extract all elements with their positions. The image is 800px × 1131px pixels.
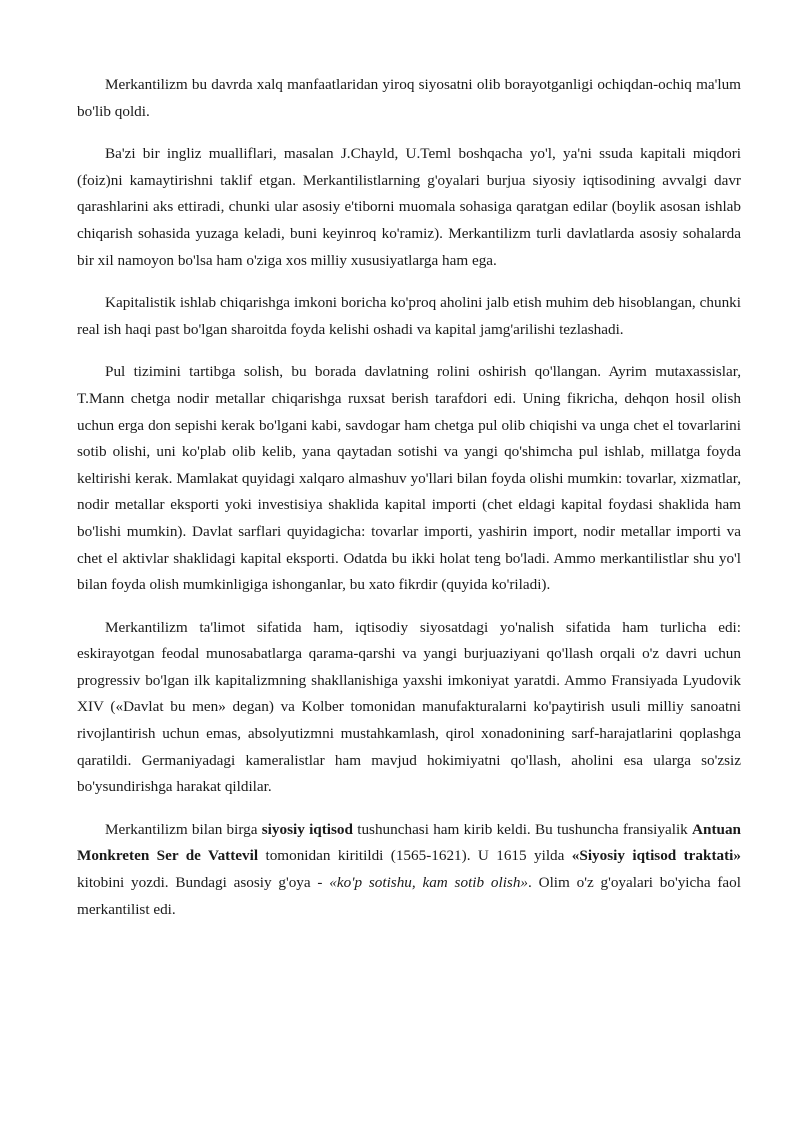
paragraph-2: Ba'zi bir ingliz mualliflari, masalan J.Chayld, U.Teml boshqacha yo'l, ya'ni ssuda kapitali miqdori (foiz)ni kamaytirishni taklif etgan. Merkantilistlarning g'oyalari burjua siyosiy iqtisodining avvalgi davr qarashlarini aks ettiradi, chunki ular asosiy e'tiborni muomala sohasiga qaratgan edilar (boylik asosan ishlab chiqarish sohasida yuzaga keladi, buni keyinroq ko'ramiz). Merkantilizm turli davlatlarda asosiy sohalarda bir xil namoyon bo'lsa ham o'ziga xos milliy xususiyatlarga ham ega. [77,145,741,269]
paragraph-5: Merkantilizm ta'limot sifatida ham, iqtisodiy siyosatdagi yo'nalish sifatida ham turlicha edi: eskirayotgan feodal munosabatlarga qarama-qarshi va yangi burjuaziyani qo'llash orqali o'z davri uchun progressiv bo'lgan ilk kapitalizmning shakllanishiga yaxshi imkoniyat yaratdi. Ammo Fransiyada Lyudovik XIV («Davlat bu men» degan) va Kolber tomonidan manufakturalarni ko'paytirish usuli milliy sanoatni rivojlantirish uchun emas, absolyutizmni mustahkamlash, qirol xonadonining sarf-harajatlarini qoplashga qaratildi. Germaniyadagi kameralistlar ham mavjud hokimiyatni qo'llash, aholini esa ularga so'zsiz bo'ysundirishga harakat qildilar. [77,618,741,796]
paragraph-6-text-4: kitobini yozdi. Bundagi asosiy g'oya - [77,874,330,892]
term-siyosiy-iqtisod: siyosiy iqtisod [261,820,353,838]
paragraph-4: Pul tizimini tartibga solish, bu borada davlatning rolini oshirish qo'llangan. Ayrim mutaxassislar, T.Mann chetga nodir metallar chiqarishga ruxsat berish tarafdori edi. Uning fikricha, dehqon hosil olish uchun erga don sepishi kerak bo'lgani kabi, savdogar ham chetga pul olib chiqishi va unga chet el tovarlarini sotib olishi, uni ko'plab olib kelib, yana qaytadan sotishi va yangi qo'shimcha pul ishlab, millatga foyda keltirishi kerak. Mamlakat quyidagi xalqaro almashuv yo'llari bilan foyda olishi mumkin: tovarlar, xizmatlar, nodir metallar eksporti yoki investisiya shaklida kapital importi (chet eldagi kapital foydasi shaklida ham bo'lishi mumkin). Davlat sarflari quyidagicha: tovarlar importi, yashirin import, nodir metallar importi va chet el aktivlar shaklidagi kapital eksporti. Odatda bu ikki holat teng bo'ladi. Ammo merkantilistlar shu yo'l bilan foyda olish mumkinligiga ishonganlar, bu xato fikrdir (quyida ko'riladi). [77,363,741,594]
paragraph-6-text-5: . Olim o'z g'oyalari bo'yicha faol merkantilist edi. [77,874,741,918]
author-name: Antuan Monkreten Ser de Vattevil [77,820,742,865]
paragraph-1: Merkantilizm bu davrda xalq manfaatlaridan yiroq siyosatni olib borayotganligi ochiqdan-ochiq ma'lum bo'lib qoldi. [77,76,741,120]
document-body [77,72,741,939]
paragraph-6-text-1: Merkantilizm bilan birga [105,820,262,838]
paragraph-6 [77,817,741,923]
paragraph-3: Kapitalistik ishlab chiqarishga imkoni boricha ko'proq aholini jalb etish muhim deb hisoblangan, chunki real ish haqi past bo'lgan sharoitda foyda kelishi oshadi va kapital jamg'arilishi tezlashadi. [77,294,741,338]
main-idea-quote: «ko'p sotishu, kam sotib olish» [329,874,529,892]
paragraph-6-text-3: tomonidan kiritildi (1565-1621). U 1615 yilda [258,847,572,865]
book-title: «Siyosiy iqtisod traktati» [571,847,741,865]
paragraph-6-text-2: tushunchasi ham kirib keldi. Bu tushuncha fransiyalik [352,820,693,838]
